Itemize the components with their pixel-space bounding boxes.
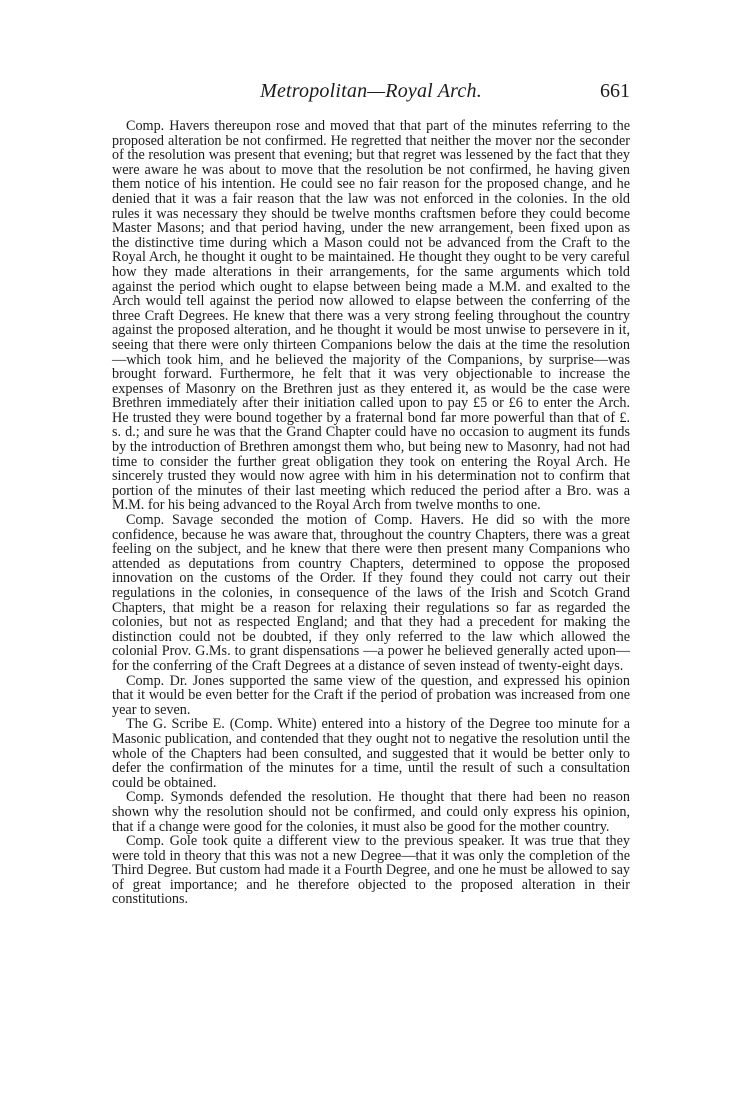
paragraph-scribe-white: The G. Scribe E. (Comp. White) entered into a history of the Degree too minute for a Masonic publication, and contended that they ought not to negative the resolution until the whole of the Chapters had been consulted, and suggested that it would be better only to defer the confirmation of the minutes for a time, until the result of such a consultation could be obtained. [112, 716, 630, 791]
page-number: 661 [600, 80, 630, 102]
running-header [112, 80, 630, 106]
paragraph-gole-objects: Comp. Gole took quite a different view to the previous speaker. It was true that they were told in theory that this was not a new Degree—that it was only the completion of the Third Degree. But custom had made it a Fourth Degree, and one he must be allowed to say of great importance; and he therefore objected to the proposed alteration in their constitutions. [112, 833, 630, 908]
paragraph-savage-seconds: Comp. Savage seconded the motion of Comp. Havers. He did so with the more confidence, because he was aware that, throughout the country Chapters, there was a great feeling on the subject, and he knew that there were then present many Companions who attended as deputations from country Chapters, determined to oppose the proposed innovation on the customs of the Order. If they found they could not carry out their regulations in the colonies, in consequence of the laws of the Irish and Scotch Grand Chapters, that might be a reason for relaxing their regulations so far as regarded the colonies, but not as respected England; and that they had a precedent for making the distinction could not be doubted, if they only referred to the law which allowed the colonial Prov. G.Ms. to grant dispensations —a power he believed generally acted upon—for the conferring of the Craft Degrees at a distance of seven instead of twenty-eight days. [112, 512, 630, 674]
paragraph-havers-motion: Comp. Havers thereupon rose and moved that that part of the minutes referring to the proposed alteration be not confirmed. He regretted that neither the mover nor the seconder of the resolution was present that evening; but that regret was lessened by the fact that they were aware he was about to move that the resolution be not confirmed, he having given them notice of his intention. He could see no fair reason for the proposed change, and he denied that it was a fair reason that the law was not enforced in the colonies. In the old rules it was necessary they should be twelve months craftsmen before they could become Master Masons; and that period having, under the new arrangement, been fixed upon as the distinctive time during which a Mason could not be advanced from the Craft to the Royal Arch, he thought it ought to be maintained. He thought they ought to be very careful how they made alterations in their arrangements, for the same arguments which told against the period which ought to elapse between being made a M.M. and exalted to the Arch would tell against the period now allowed to elapse between the conferring of the three Craft Degrees. He knew that there was a very strong feeling throughout the country against the proposed alteration, and he thought it would be most unwise to persevere in it, seeing that there were only thirteen Companions below the dais at the time the resolution—which took him, and he believed the majority of the Companions, by surprise—was brought forward. Furthermore, he felt that it was very objectionable to increase the expenses of Masonry on the Brethren just as they entered it, as would be the case were Brethren immediately after their initiation called upon to pay £5 or £6 to enter the Arch. He trusted they were bound together by a fraternal bond far more powerful than that of £. s. d.; and sure he was that the Grand Chapter could have no occasion to augment its funds by the introduction of Brethren amongst them who, but being new to Masonry, had not had time to consider the further great obligation they took on entering the Royal Arch. He sincerely trusted they would now agree with him in his determination not to confirm that portion of the minutes of their last meeting which reduced the period after a Bro. was a M.M. for his being advanced to the Royal Arch from twelve months to one. [112, 118, 630, 514]
article-body [112, 119, 630, 907]
paragraph-symonds-defends: Comp. Symonds defended the resolution. He thought that there had been no reason shown why the resolution should not be confirmed, and could only express his opinion, that if a change were good for the colonies, it must also be good for the mother country. [112, 789, 630, 835]
running-title: Metropolitan—Royal Arch. [260, 80, 482, 102]
paragraph-jones-supports: Comp. Dr. Jones supported the same view of the question, and expressed his opinion that it would be even better for the Craft if the period of probation was increased from one year to seven. [112, 672, 630, 718]
